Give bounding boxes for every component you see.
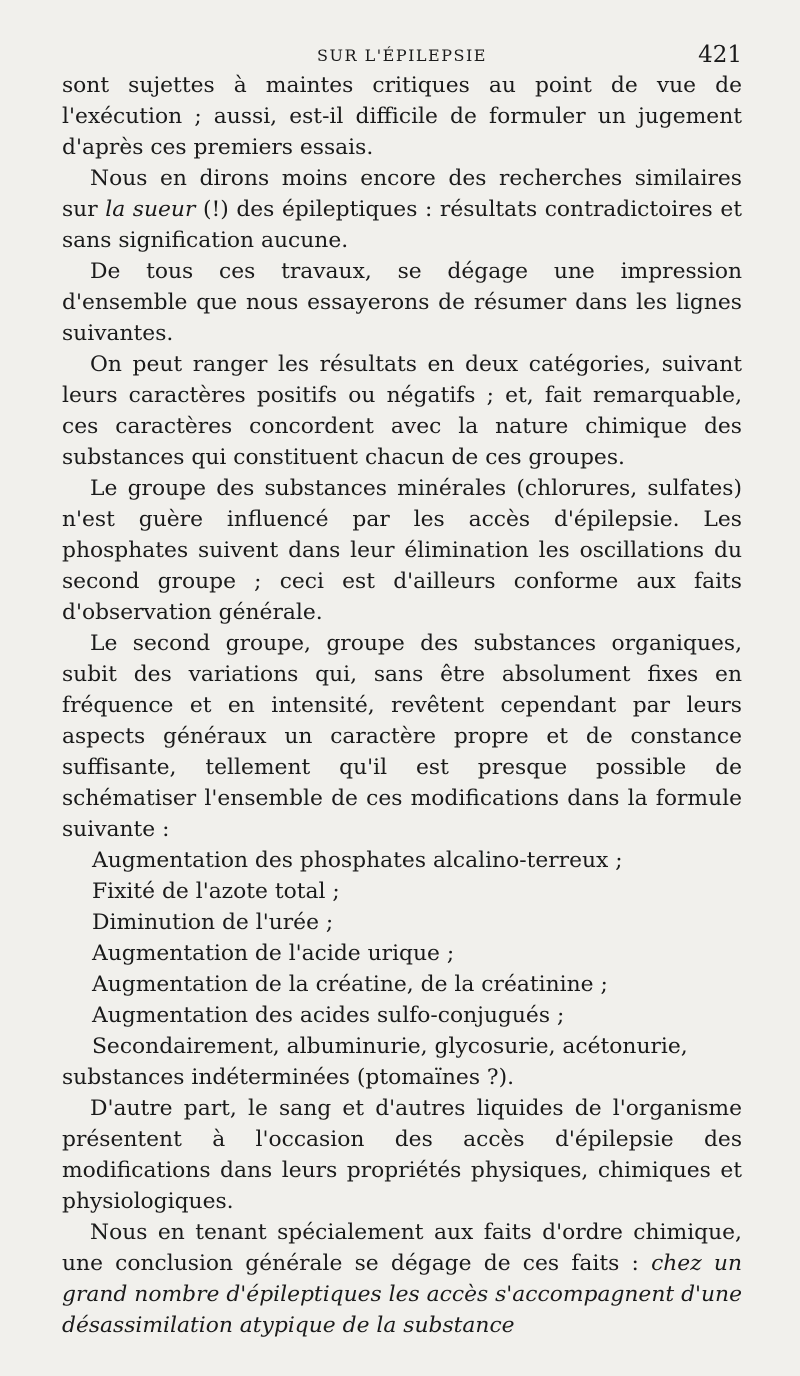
paragraph-1: sont sujettes à maintes critiques au point de vue de l'exécution ; aussi, est-il difficile de formuler un jugement d'après ces premiers essais.: [62, 73, 742, 160]
paragraph-8-start: Nous en tenant spécialement aux faits d'ordre chimique, une conclusion générale se dégage de ces faits :: [62, 1220, 742, 1276]
paragraph-7: D'autre part, le sang et d'autres liquides de l'organisme présentent à l'occasion des accès d'épilepsie des modifications dans leurs propriétés physiques, chimiques et physiologiques.: [62, 1096, 742, 1214]
list-item: Augmentation de la créatine, de la créatinine ;: [92, 972, 608, 997]
paragraph-2: [62, 163, 742, 256]
list-item: Augmentation de l'acide urique ;: [92, 941, 455, 966]
paragraph-3: De tous ces travaux, se dégage une impression d'ensemble que nous essayerons de résumer dans les lignes suivantes.: [62, 259, 742, 346]
paragraph-2-emphasis: la sueur: [105, 197, 196, 222]
list-item: Diminution de l'urée ;: [92, 910, 334, 935]
running-head: [62, 0, 742, 70]
paragraph-8-emphasis: chez un grand nombre d'épileptiques les accès s'accompagnent d'une désassimilation atypique de la substance: [62, 1251, 742, 1338]
list-item: Augmentation des phosphates alcalino-terreux ;: [92, 848, 623, 873]
list-item: Fixité de l'azote total ;: [92, 879, 340, 904]
list-item: Augmentation des acides sulfo-conjugués ;: [92, 1003, 565, 1028]
list-item: Secondairement, albuminurie, glycosurie, acétonurie,: [92, 1034, 688, 1059]
paragraph-2-end: (!) des épileptiques : résultats contradictoires et sans signification aucune.: [62, 197, 742, 253]
page-number: 421: [698, 42, 742, 68]
body-text: [62, 70, 742, 1341]
paragraph-5: Le groupe des substances minérales (chlorures, sulfates) n'est guère influencé par les accès d'épilepsie. Les phosphates suivent dans leur élimination les oscillations du second groupe ; ceci est d'ailleurs conforme aux faits d'observation générale.: [62, 476, 742, 625]
paragraph-6: Le second groupe, groupe des substances organiques, subit des variations qui, sans être absolument fixes en fréquence et en intensité, revêtent cependant par leurs aspects généraux un caractère propre et de constance suffisante, tellement qu'il est presque possible de schématiser l'ensemble de ces modifications dans la formule suivante :: [62, 631, 742, 842]
list-continuation: substances indéterminées (ptomaïnes ?).: [62, 1065, 515, 1090]
paragraph-8: [62, 1217, 742, 1341]
paragraph-4: On peut ranger les résultats en deux catégories, suivant leurs caractères positifs ou négatifs ; et, fait remarquable, ces caractères concordent avec la nature chimique des substances qui constituent chacun de ces groupes.: [62, 352, 742, 470]
paragraph-2-start: Nous en dirons moins encore des recherches similaires sur: [62, 166, 742, 222]
running-title: SUR L'ÉPILEPSIE: [317, 46, 487, 65]
